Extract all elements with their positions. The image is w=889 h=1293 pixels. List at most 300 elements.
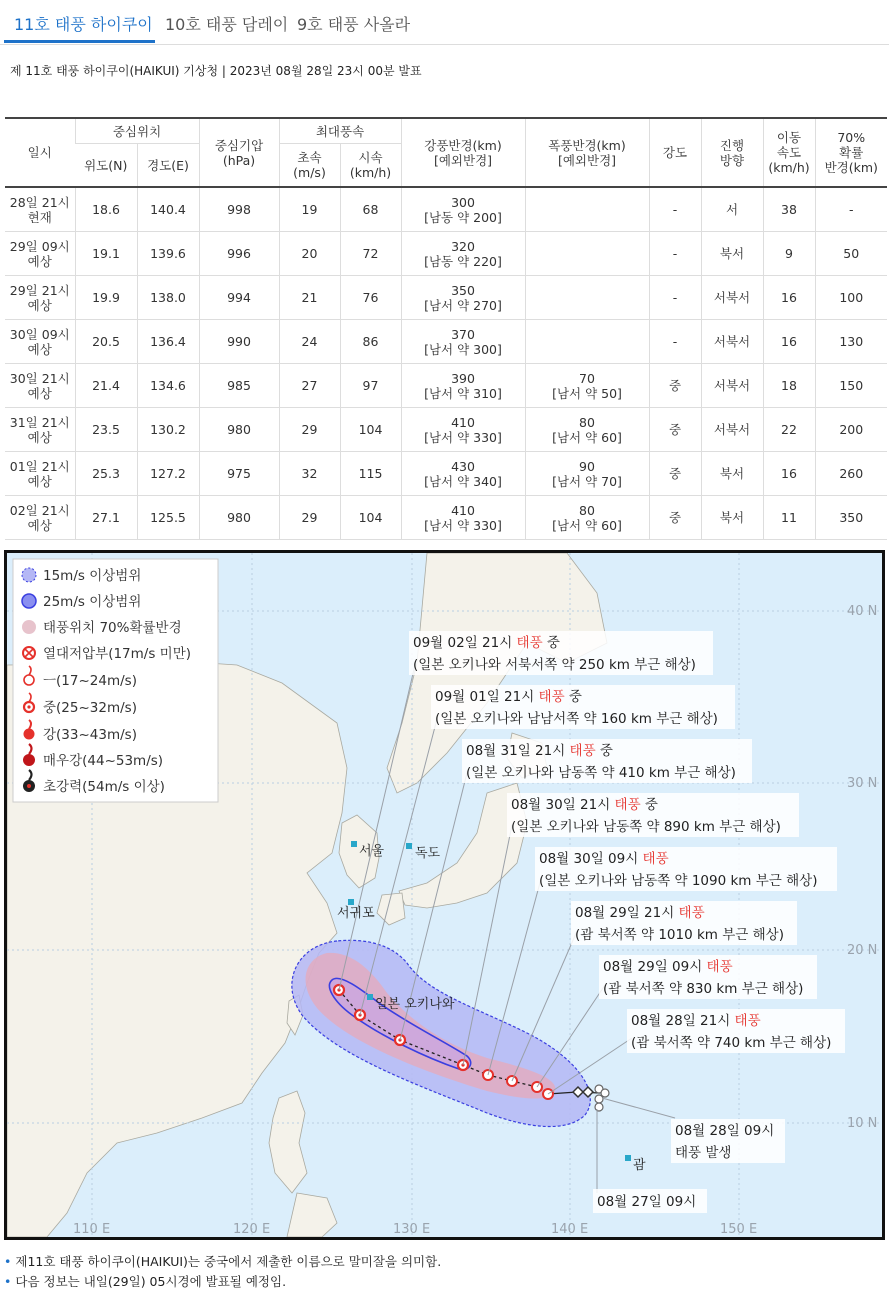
place-seogwipo: 서귀포 [337,906,375,921]
cell-dir-text: 서북서 [713,378,751,393]
cell-wind_ms-text: 20 [301,246,318,261]
cell-lon [137,187,199,232]
note-next-info: 다음 정보는 내일(29일) 05시경에 발표될 예정임. [15,1274,287,1289]
cell-wind_kmh [340,232,401,276]
cell-dir-text: 서 [725,202,739,217]
ann-0830-21-date: 08월 30일 21시 [511,797,615,813]
cell-time [5,320,75,364]
ann-0901-tag: 태풍 [538,689,565,705]
cell-intensity-text: 중 [668,510,682,525]
table-row [5,187,887,232]
ann-0901-line2: (일본 오키나와 남남서쪽 약 160 km 부근 해상) [435,711,718,727]
map-svg [7,553,882,1237]
cell-prob-text: 150 [839,378,864,393]
note-item [4,1252,441,1272]
cell-lat [75,408,137,452]
cell-prob-text: 350 [839,510,864,525]
header-center-pos: 중심위치 [75,118,199,144]
tropical-depression-icon [23,647,35,659]
cell-intensity-text: - [672,290,678,305]
cell-time [5,452,75,496]
cell-time-text: 30일 09시 예상 [9,326,70,357]
header-strong-radius [401,118,525,187]
cell-speed [763,187,815,232]
cell-dir [701,408,763,452]
header-pressure-text: 중심기압 (hPa) [214,137,264,168]
cell-pressure-text: 990 [227,334,251,349]
cell-dir-text: 서북서 [713,422,751,437]
ann-0829-09-tag: 태풍 [706,959,733,975]
cell-pressure-text: 985 [227,378,251,393]
cell-wind_kmh [340,408,401,452]
cell-strong-text: 410 [남서 약 330] [424,414,502,445]
cell-lat [75,187,137,232]
blue-circle-icon [22,594,36,608]
cell-speed [763,232,815,276]
cell-storm [525,408,649,452]
place-dokdo: 독도 [415,846,441,861]
cell-dir-text: 북서 [719,510,745,525]
cell-strong [401,496,525,540]
cell-time [5,496,75,540]
header-time: 일시 [5,118,75,187]
cell-pressure [199,187,279,232]
cell-wind_kmh-text: 104 [358,510,383,525]
cell-dir [701,364,763,408]
cell-storm [525,187,649,232]
ann-0830-21-line2: (일본 오키나와 남동쪽 약 890 km 부근 해상) [511,819,781,835]
ann-0902-date: 09월 02일 21시 [413,635,517,651]
cell-prob [815,408,887,452]
cell-pressure-text: 980 [227,510,251,525]
cell-storm [525,232,649,276]
cell-time [5,187,75,232]
header-pressure [199,118,279,187]
cell-speed [763,452,815,496]
cell-strong-text: 390 [남서 약 310] [424,370,502,401]
cell-storm [525,364,649,408]
cell-wind_ms [279,320,340,364]
ann-0829-21-line1 [575,904,705,921]
cell-prob [815,364,887,408]
cell-pressure [199,364,279,408]
cell-lat-text: 19.1 [92,246,120,261]
cell-intensity [649,276,701,320]
cell-time-text: 02일 21시 예상 [9,502,70,533]
cell-lat-text: 20.5 [92,334,120,349]
ann-0830-09-tag: 태풍 [642,851,669,867]
cell-prob-text: 50 [843,246,860,261]
seoul-marker [351,841,357,847]
cell-speed-text: 18 [781,378,797,393]
header-storm-radius [525,118,649,187]
cell-speed-text: 38 [781,202,797,217]
cell-pressure-text: 998 [227,202,251,217]
note-name-meaning: 제11호 태풍 하이쿠이(HAIKUI)는 중국에서 제출한 이름으로 말미잘을 의미함. [15,1254,442,1269]
cell-dir [701,187,763,232]
cell-prob [815,232,887,276]
cell-wind_ms [279,276,340,320]
ann-0829-09-date: 08월 29일 09시 [603,959,707,975]
cell-storm [525,320,649,364]
ann-0831-line2: (일본 오키나와 남동쪽 약 410 km 부근 해상) [466,765,736,781]
ann-genesis-line2: 태풍 발생 [675,1145,732,1161]
cell-storm-text: 90 [남서 약 70] [552,458,622,489]
lon-label-110: 110 E [73,1222,111,1237]
legend-label-strong: 강(33~43m/s) [43,727,137,743]
place-guam: 괌 [633,1158,646,1173]
legend-label-super: 초강력(54m/s 이상) [43,779,165,795]
dotted-circle-icon [22,568,36,582]
typhoon-track-map [4,550,885,1240]
cell-prob [815,452,887,496]
cell-time [5,232,75,276]
cell-wind_kmh-text: 76 [362,290,379,305]
cell-lat [75,320,137,364]
notes [4,1252,441,1292]
cell-wind_kmh-text: 97 [362,378,379,393]
cell-intensity [649,232,701,276]
cell-speed [763,276,815,320]
cell-dir-text: 북서 [719,466,745,481]
cell-storm [525,452,649,496]
ann-0829-09-line1 [603,958,733,975]
ann-0901-date: 09월 01일 21시 [435,689,539,705]
ann-0830-21-tag: 태풍 [614,797,641,813]
cell-lon-text: 136.4 [150,334,186,349]
cell-lat [75,496,137,540]
ann-0831-line1 [466,742,613,759]
cell-strong-text: 430 [남서 약 340] [424,458,502,489]
cell-strong [401,276,525,320]
cell-lon [137,232,199,276]
cell-wind_ms-text: 32 [301,466,318,481]
cell-lon [137,496,199,540]
ann-genesis-line1: 08월 28일 09시 [675,1123,775,1139]
ann-0829-09-line2: (괌 북서쪽 약 830 km 부근 해상) [603,981,804,997]
ann-0830-09-date: 08월 30일 09시 [539,851,643,867]
cell-wind_ms [279,232,340,276]
cell-time [5,408,75,452]
cell-prob-text: 130 [839,334,864,349]
cell-lon-text: 138.0 [150,290,186,305]
table-row [5,452,887,496]
cell-lat [75,276,137,320]
cell-intensity [649,452,701,496]
cell-wind_kmh-text: 86 [362,334,379,349]
cell-lat [75,364,137,408]
ann-0901-tail: 중 [564,689,582,705]
cell-pressure [199,408,279,452]
header-wind-kmh-text: 시속 (km/h) [349,150,392,180]
cell-lon [137,276,199,320]
cell-lon [137,320,199,364]
dokdo-marker [406,843,412,849]
header-lon: 경도(E) [137,144,199,188]
cell-strong [401,408,525,452]
cell-strong-text: 300 [남동 약 200] [424,194,502,225]
ann-0830-09-line1 [539,850,669,867]
cell-wind_ms-text: 27 [301,378,318,393]
cell-speed-text: 16 [781,290,797,305]
cell-lon-text: 134.6 [150,378,186,393]
cell-lat-text: 18.6 [92,202,120,217]
seogwipo-marker [348,899,354,905]
place-okinawa: 일본 오키나와 [375,997,455,1012]
cell-pressure [199,320,279,364]
cell-prob-text: - [848,202,854,217]
cell-intensity-text: - [672,334,678,349]
ann-0831-tag: 태풍 [569,743,596,759]
lat-label-30: 30 N [847,776,878,791]
header-max-wind: 최대풍속 [279,118,401,144]
lon-label-130: 130 E [393,1222,431,1237]
cell-wind_kmh-text: 104 [358,422,383,437]
header-wind-ms [279,144,340,188]
cell-strong-text: 320 [남동 약 220] [424,238,502,269]
cell-prob [815,320,887,364]
cell-lat-text: 19.9 [92,290,120,305]
cell-speed-text: 16 [781,466,797,481]
cell-lat-text: 23.5 [92,422,120,437]
cell-lon-text: 140.4 [150,202,186,217]
lon-label-140: 140 E [551,1222,589,1237]
cell-wind_ms-text: 29 [301,422,318,437]
cell-strong [401,232,525,276]
ann-0902-tag: 태풍 [516,635,543,651]
cell-time-text: 29일 09시 예상 [9,238,70,269]
cell-pressure [199,276,279,320]
cell-lat-text: 21.4 [92,378,120,393]
ann-first-line1: 08월 27일 09시 [597,1194,697,1210]
cell-wind_kmh [340,187,401,232]
cell-intensity [649,364,701,408]
forecast-table [5,117,887,540]
cell-storm-text: 80 [남서 약 60] [552,502,622,533]
cell-lon-text: 127.2 [150,466,186,481]
ann-0828-21-date: 08월 28일 21시 [631,1013,735,1029]
cell-pressure-text: 996 [227,246,251,261]
legend-label-very-strong: 매우강(44~53m/s) [43,753,164,769]
cell-time-text: 28일 21시 현재 [9,194,70,225]
cell-dir-text: 서북서 [713,290,751,305]
cell-pressure-text: 994 [227,290,251,305]
cell-wind_ms [279,364,340,408]
ann-0828-21-line2: (괌 북서쪽 약 740 km 부근 해상) [631,1035,832,1051]
table-row [5,320,887,364]
ann-0831-tail: 중 [595,743,613,759]
cell-speed [763,320,815,364]
header-prob70 [815,118,887,187]
cell-wind_ms-text: 29 [301,510,318,525]
cell-wind_ms-text: 21 [301,290,318,305]
ann-0829-21-line2: (괌 북서쪽 약 1010 km 부근 해상) [575,927,784,943]
cell-strong [401,187,525,232]
cell-speed-text: 16 [781,334,797,349]
cell-speed-text: 22 [781,422,797,437]
cell-time-text: 01일 21시 예상 [9,458,70,489]
legend-label-td: 열대저압부(17m/s 미만) [43,646,192,662]
ann-0902-line1 [413,634,560,651]
cell-strong [401,364,525,408]
cell-speed [763,496,815,540]
cell-storm [525,496,649,540]
cell-lon [137,452,199,496]
okinawa-marker [367,994,373,1000]
ann-0902-tail: 중 [542,635,560,651]
cell-wind_kmh-text: 115 [358,466,383,481]
cell-wind_kmh [340,364,401,408]
forecast-caption [10,62,422,79]
header-prob70-text: 70% 확률 반경(km) [824,130,878,175]
cell-lat-text: 25.3 [92,466,120,481]
cell-speed-text: 9 [785,246,793,261]
cell-speed [763,364,815,408]
cell-wind_ms-text: 19 [301,202,318,217]
cell-time [5,276,75,320]
cell-pressure-text: 980 [227,422,251,437]
cell-lon-text: 125.5 [150,510,186,525]
cell-intensity-text: - [672,202,678,217]
lon-label-150: 150 E [720,1222,758,1237]
cell-dir [701,232,763,276]
guam-marker [625,1155,631,1161]
header-wind-kmh [340,144,401,188]
cell-prob [815,187,887,232]
lat-label-40: 40 N [847,604,878,619]
cell-wind_kmh-text: 72 [362,246,379,261]
cell-prob-text: 260 [839,466,864,481]
cell-prob-text: 200 [839,422,864,437]
cell-dir [701,452,763,496]
ann-0830-09-line2: (일본 오키나와 남동쪽 약 1090 km 부근 해상) [539,873,818,889]
cell-intensity-text: - [672,246,678,261]
cell-wind_kmh [340,320,401,364]
cell-storm-text: 70 [남서 약 50] [552,370,622,401]
cell-intensity [649,496,701,540]
legend-label-medium: 중(25~32m/s) [43,700,137,716]
cell-pressure [199,496,279,540]
cell-lat [75,232,137,276]
cell-time-text: 29일 21시 예상 [9,282,70,313]
ann-0829-21-tag: 태풍 [678,905,705,921]
caption-title: 제 11호 태풍 하이쿠이(HAIKUI) [10,64,180,78]
map-legend [13,559,218,802]
note-item [4,1272,441,1292]
legend-label-weak: ㅡ(17~24m/s) [43,673,137,689]
cell-strong [401,452,525,496]
place-seoul: 서울 [359,844,385,859]
cell-intensity [649,408,701,452]
ann-0830-21-line1 [511,796,658,813]
cell-pressure-text: 975 [227,466,251,481]
cell-lon-text: 130.2 [150,422,186,437]
header-direction [701,118,763,187]
cell-lon [137,408,199,452]
cell-speed-text: 11 [781,510,797,525]
ann-0830-21-tail: 중 [640,797,658,813]
ann-0828-21-tag: 태풍 [734,1013,761,1029]
cell-intensity [649,320,701,364]
active-tab-indicator [4,40,155,43]
typhoon-tab-bar [0,0,889,45]
cell-wind_kmh [340,452,401,496]
bullet-icon: • [4,1274,12,1289]
cell-wind_ms-text: 24 [301,334,318,349]
cell-strong [401,320,525,364]
lat-label-10: 10 N [847,1116,878,1131]
cell-lon-text: 139.6 [150,246,186,261]
table-row [5,276,887,320]
cell-storm [525,276,649,320]
header-speed [763,118,815,187]
header-wind-ms-text: 초속 (m/s) [293,150,326,180]
pink-circle-icon [22,620,36,634]
cell-wind_ms [279,408,340,452]
legend-label-prob: 태풍위치 70%확률반경 [43,620,182,636]
header-speed-text: 이동 속도 (km/h) [768,130,810,175]
ann-0902-line2: (일본 오키나와 서북서쪽 약 250 km 부근 해상) [413,657,696,673]
table-row [5,496,887,540]
header-intensity: 강도 [649,118,701,187]
tab-typhoon-11[interactable]: 11호 태풍 하이쿠이 [14,15,153,34]
cell-time-text: 30일 21시 예상 [9,370,70,401]
cell-wind_kmh [340,496,401,540]
cell-lon [137,364,199,408]
cell-wind_ms [279,187,340,232]
legend-label-15ms: 15m/s 이상범위 [43,568,142,584]
cell-prob [815,276,887,320]
table-row [5,232,887,276]
header-storm-radius-text: 폭풍반경(km) [예외반경] [548,137,626,168]
cell-intensity [649,187,701,232]
cell-wind_kmh-text: 68 [362,202,379,217]
header-direction-text: 진행 방향 [719,137,745,168]
lat-label-20: 20 N [847,943,878,958]
cell-wind_ms [279,496,340,540]
cell-storm-text: 80 [남서 약 60] [552,414,622,445]
cell-intensity-text: 중 [668,378,682,393]
cell-dir [701,320,763,364]
cell-wind_ms [279,452,340,496]
cell-pressure [199,452,279,496]
cell-strong-text: 370 [남서 약 300] [424,326,502,357]
cell-time [5,364,75,408]
lon-label-120: 120 E [233,1222,271,1237]
ann-0831-date: 08월 31일 21시 [466,743,570,759]
table-row [5,364,887,408]
cell-lat-text: 27.1 [92,510,120,525]
table-row [5,408,887,452]
cell-pressure [199,232,279,276]
cell-dir [701,496,763,540]
cell-dir [701,276,763,320]
cell-lat [75,452,137,496]
cell-intensity-text: 중 [668,422,682,437]
legend-label-25ms: 25m/s 이상범위 [43,594,142,610]
cell-dir-text: 북서 [719,246,745,261]
tab-typhoon-9[interactable]: 9호 태풍 사올라 [297,15,411,34]
cell-speed [763,408,815,452]
ann-0829-21-date: 08월 29일 21시 [575,905,679,921]
cell-prob [815,496,887,540]
ann-0828-21-line1 [631,1012,761,1029]
cell-prob-text: 100 [839,290,864,305]
header-strong-radius-text: 강풍반경(km) [예외반경] [424,137,502,168]
tab-typhoon-10[interactable]: 10호 태풍 담레이 [165,15,289,34]
cell-intensity-text: 중 [668,466,682,481]
bullet-icon: • [4,1254,12,1269]
